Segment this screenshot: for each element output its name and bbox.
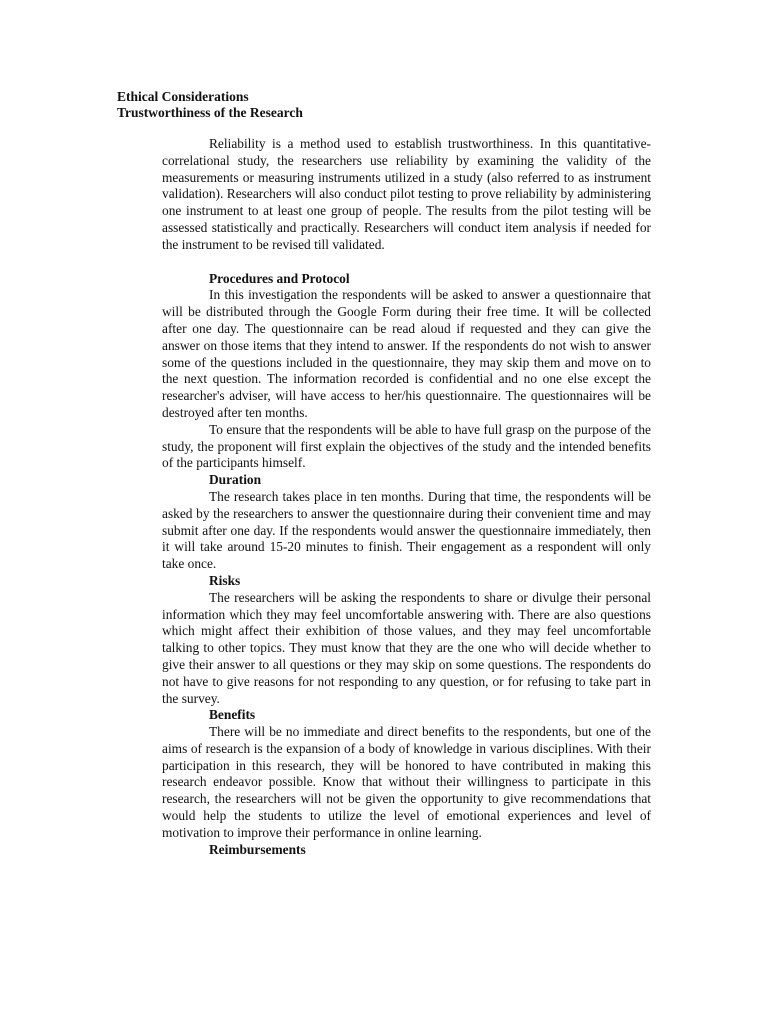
section-title-duration: Duration xyxy=(209,472,262,488)
benefits-paragraph: There will be no immediate and direct benefits to the respondents, but one of the aims of research is the expansion of a body of knowledge in various disciplines. With their participation in this research, they will be honored to have contributed in making this research endeavor possible. Know that without their willingness to participate in this research, the researchers will not be given the opportunity to give recommendations that would help the students to utilize the level of emotional experiences and level of motivation to improve their performance in online learning. xyxy=(162,724,651,840)
procedures-paragraph-1: In this investigation the respondents will be asked to answer a questionnaire that will be distributed through the Google Form during their free time. It will be collected after one day. The questionnaire can be read aloud if requested and they can give the answer on those items that they intend to answer. If the respondents do not wish to answer some of the questions included in the questionnaire, they may skip them and move on to the next question. The information recorded is confidential and no one else except the researcher's adviser, will have access to her/his questionnaire. The questionnaires will be destroyed after ten months. xyxy=(162,287,651,420)
section-title-procedures: Procedures and Protocol xyxy=(209,270,350,286)
document-subheading: Trustworthiness of the Research xyxy=(117,105,303,120)
document-heading: Ethical Considerations xyxy=(117,89,249,104)
risks-paragraph: The researchers will be asking the respondents to share or divulge their personal information which they may feel uncomfortable answering with. There are also questions which might affect their exhibition of those values, and they may feel uncomfortable talking to other topics. They must know that they are the one who will decide whether to give their answer to all questions or they may skip on some questions. The respondents do not have to give reasons for not responding to any question, or for refusing to take part in the survey. xyxy=(162,589,651,706)
document-body xyxy=(162,136,651,858)
section-title-reimbursements: Reimbursements xyxy=(209,841,306,857)
paragraph-spacer xyxy=(162,254,651,271)
intro-paragraph: Reliability is a method used to establish trustworthiness. In this quantitative-correlational study, the researchers use reliability by examining the validity of the measurements or measuring instruments utilized in a study (also referred to as instrument validation). Researchers will also conduct pilot testing to prove reliability by administering one instrument to at least one group of people. The results from the pilot testing will be assessed statistically and practically. Researchers will conduct item analysis if needed for the instrument to be revised till validated. xyxy=(162,136,651,252)
section-title-benefits: Benefits xyxy=(209,707,256,723)
duration-paragraph: The research takes place in ten months. During that time, the respondents will be asked by the researchers to answer the questionnaire during their convenient time and may submit after one day. If the respondents would answer the questionnaire immediately, then it will take around 15-20 minutes to finish. Their engagement as a respondent will only take once. xyxy=(162,488,651,572)
procedures-paragraph-2: To ensure that the respondents will be able to have full grasp on the purpose of the study, the proponent will first explain the objectives of the study and the intended benefits of the participants himself. xyxy=(162,421,651,471)
section-title-risks: Risks xyxy=(209,572,241,588)
